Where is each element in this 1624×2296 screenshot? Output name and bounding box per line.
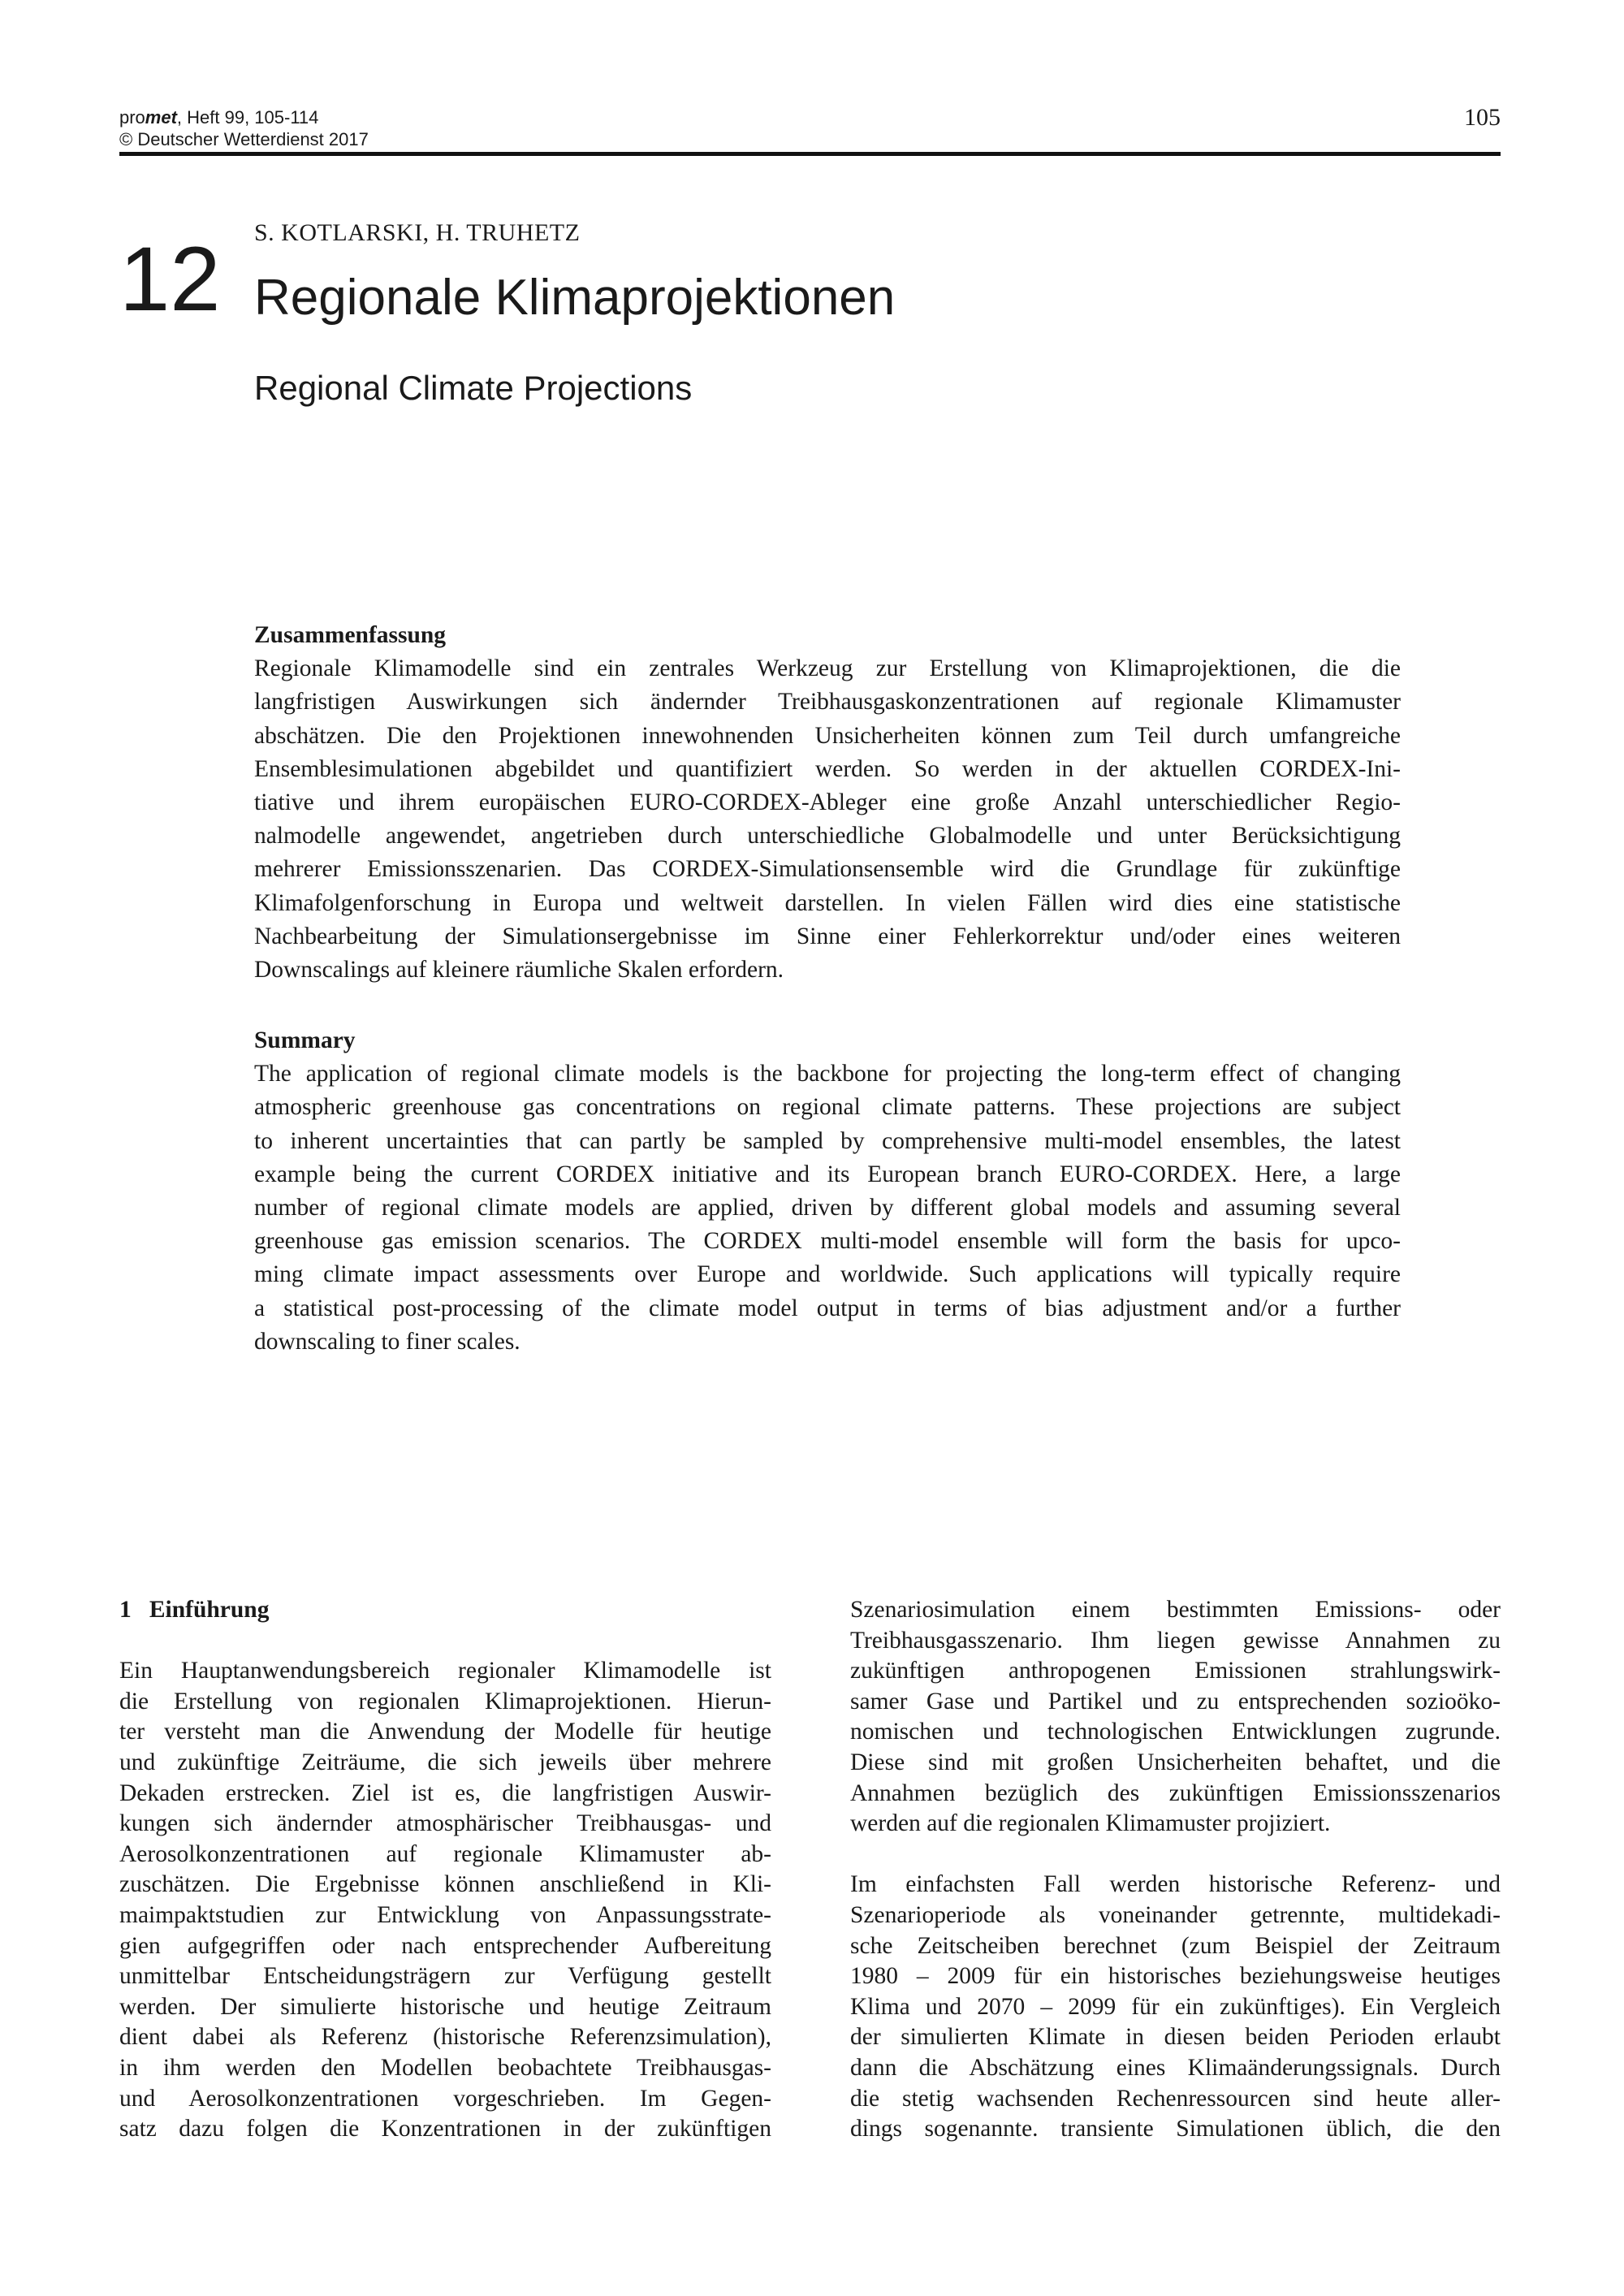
abstract-english-heading: Summary bbox=[254, 1027, 356, 1053]
text-line: downscaling to finer scales. bbox=[254, 1328, 520, 1355]
article-title: Regionale Klimaprojektionen bbox=[254, 270, 896, 326]
text-line: Downscalings auf kleinere räumliche Skalen erfordern. bbox=[254, 956, 784, 983]
text-line: 1980 – 2009 für ein historisches beziehungsweise heutiges bbox=[850, 1963, 1501, 1990]
text-line: ming climate impact assessments over Europe and worldwide. Such applications will typically require bbox=[254, 1261, 1401, 1288]
journal-issue: , Heft 99, 105-114 bbox=[176, 107, 319, 128]
text-line: unmittelbar Entscheidungsträgern zur Verfügung gestellt bbox=[119, 1963, 771, 1990]
journal-name-italic: met bbox=[145, 107, 177, 128]
text-line: abschätzen. Die den Projektionen innewohnenden Unsicherheiten können zum Teil durch umfangreiche bbox=[254, 722, 1401, 749]
text-line: atmospheric greenhouse gas concentrations on regional climate patterns. These projections are subject bbox=[254, 1094, 1401, 1121]
text-line: number of regional climate models are applied, driven by different global models and assuming several bbox=[254, 1194, 1401, 1221]
text-line: to inherent uncertainties that can partly be sampled by comprehensive multi-model ensembles, the latest bbox=[254, 1127, 1401, 1154]
text-line: zukünftigen anthropogenen Emissionen strahlungswirk- bbox=[850, 1658, 1501, 1684]
journal-name-prefix: pro bbox=[119, 107, 145, 128]
text-line: in ihm werden den Modellen beobachtete Treibhausgas- bbox=[119, 2054, 771, 2081]
abstract-german-heading: Zusammenfassung bbox=[254, 622, 447, 648]
text-line: langfristigen Auswirkungen sich ändernder Treibhausgaskonzentrationen auf regionale Klimamuster bbox=[254, 689, 1401, 716]
text-line: nomischen und technologischen Entwicklungen zugrunde. bbox=[850, 1719, 1501, 1745]
text-line: Szenarioperiode als voneinander getrennte, multidekadi- bbox=[850, 1901, 1501, 1928]
text-line: example being the current CORDEX initiative and its European branch EURO-CORDEX. Here, a large bbox=[254, 1161, 1401, 1187]
text-line: werden auf die regionalen Klimamuster projiziert. bbox=[850, 1810, 1331, 1837]
text-line: Klimafolgenforschung in Europa und weltweit darstellen. In vielen Fällen wird dies eine statistische bbox=[254, 889, 1401, 916]
text-line: Nachbearbeitung der Simulationsergebnisse im Sinne einer Fehlerkorrektur und/oder eines weiteren bbox=[254, 923, 1401, 949]
text-line: und Aerosolkonzentrationen vorgeschrieben. Im Gegen- bbox=[119, 2085, 771, 2112]
text-line: mehrerer Emissionsszenarien. Das CORDEX-Simulationsensemble wird die Grundlage für zukünftige bbox=[254, 856, 1401, 883]
text-line: samer Gase und Partikel und zu entsprechenden sozioöko- bbox=[850, 1688, 1501, 1714]
text-line: die stetig wachsenden Rechenressourcen sind heute aller- bbox=[850, 2085, 1501, 2112]
text-line: Annahmen bezüglich des zukünftigen Emissionsszenarios bbox=[850, 1779, 1501, 1806]
journal-citation bbox=[119, 106, 318, 128]
text-line: Szenariosimulation einem bestimmten Emissions- oder bbox=[850, 1597, 1501, 1623]
text-line: Im einfachsten Fall werden historische Referenz- und bbox=[850, 1871, 1501, 1898]
text-line: dient dabei als Referenz (historische Referenzsimulation), bbox=[119, 2024, 771, 2051]
article-subtitle: Regional Climate Projections bbox=[254, 369, 693, 407]
text-line: Aerosolkonzentrationen auf regionale Klimamuster ab- bbox=[119, 1840, 771, 1867]
text-line: und zukünftige Zeiträume, die sich jeweils über mehrere bbox=[119, 1749, 771, 1775]
text-line: Ein Hauptanwendungsbereich regionaler Klimamodelle ist bbox=[119, 1658, 771, 1684]
text-line: dann die Abschätzung eines Klimaänderungssignals. Durch bbox=[850, 2054, 1501, 2081]
text-line: Diese sind mit großen Unsicherheiten behaftet, und die bbox=[850, 1749, 1501, 1775]
text-line: The application of regional climate models is the backbone for projecting the long-term effect of changing bbox=[254, 1061, 1401, 1087]
text-line: die Erstellung von regionalen Klimaprojektionen. Hierun- bbox=[119, 1688, 771, 1714]
copyright-notice: © Deutscher Wetterdienst 2017 bbox=[119, 129, 369, 149]
text-line: Klima und 2070 – 2099 für ein zukünftiges). Ein Vergleich bbox=[850, 1993, 1501, 2020]
text-line: tiative und ihrem europäischen EURO-CORDEX-Ableger eine große Anzahl unterschiedlicher Regio- bbox=[254, 789, 1401, 815]
text-line: greenhouse gas emission scenarios. The CORDEX multi-model ensemble will form the basis for upco- bbox=[254, 1228, 1401, 1255]
text-line: dings sogenannte. transiente Simulationen üblich, die den bbox=[850, 2116, 1501, 2143]
text-line: maimpaktstudien zur Entwicklung von Anpassungsstrate- bbox=[119, 1901, 771, 1928]
text-line: Treibhausgasszenario. Ihm liegen gewisse Annahmen zu bbox=[850, 1627, 1501, 1654]
body-column-left bbox=[119, 1595, 771, 2145]
text-line: nalmodelle angewendet, angetrieben durch unterschiedliche Globalmodelle und unter Berücksichtigung bbox=[254, 823, 1401, 850]
text-line: ter versteht man die Anwendung der Modelle für heutige bbox=[119, 1719, 771, 1745]
text-line: werden. Der simulierte historische und heutige Zeitraum bbox=[119, 1993, 771, 2020]
text-line: kungen sich ändernder atmosphärischer Treibhausgas- und bbox=[119, 1810, 771, 1837]
text-line: der simulierten Klimate in diesen beiden Perioden erlaubt bbox=[850, 2024, 1501, 2051]
article-authors: S. KOTLARSKI, H. TRUHETZ bbox=[254, 219, 581, 246]
chapter-number: 12 bbox=[119, 228, 221, 330]
text-line: Regionale Klimamodelle sind ein zentrales Werkzeug zur Erstellung von Klimaprojektionen, die die bbox=[254, 655, 1401, 682]
text-line: Dekaden erstrecken. Ziel ist es, die langfristigen Auswir- bbox=[119, 1779, 771, 1806]
header-rule bbox=[119, 152, 1501, 156]
text-line: Ensemblesimulationen abgebildet und quantifiziert werden. So werden in der aktuellen CORDEX-Ini- bbox=[254, 755, 1401, 782]
text-line: zuschätzen. Die Ergebnisse können anschließend in Kli- bbox=[119, 1871, 771, 1898]
text-line: sche Zeitscheiben berechnet (zum Beispiel der Zeitraum bbox=[850, 1932, 1501, 1959]
abstract-english bbox=[254, 1024, 1401, 1359]
abstract-german bbox=[254, 619, 1401, 987]
body-column-right bbox=[850, 1595, 1501, 2145]
page-number: 105 bbox=[1464, 104, 1501, 131]
text-line: a statistical post-processing of the climate model output in terms of bias adjustment and/or a further bbox=[254, 1295, 1401, 1321]
section-heading: 1 Einführung bbox=[119, 1597, 270, 1623]
text-line: satz dazu folgen die Konzentrationen in der zukünftigen bbox=[119, 2116, 771, 2143]
text-line: gien aufgegriffen oder nach entsprechender Aufbereitung bbox=[119, 1932, 771, 1959]
